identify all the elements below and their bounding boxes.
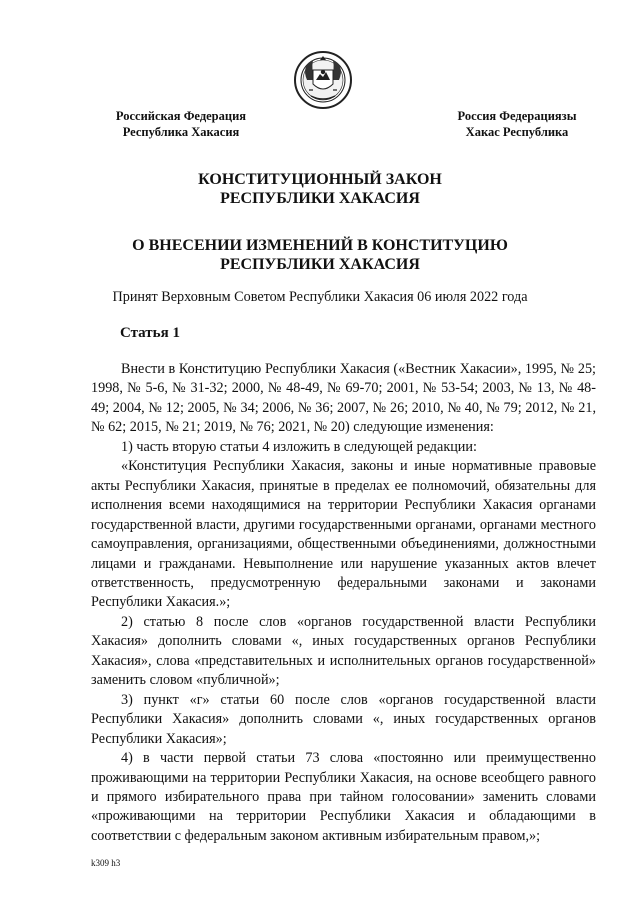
header-right-republic: Хакас Республика [465, 125, 569, 139]
header-left [96, 108, 266, 140]
law-title-line-2: РЕСПУБЛИКИ ХАКАСИЯ [220, 190, 420, 207]
paragraph-quote: «Конституция Республики Хакасия, законы и иные нормативные правовые акты Республики Хакасия, принятые в пределах ее полномочий, обязательны для исполнения всеми находящимися на территории Республики Хакасия органами государственной власти, другими государственными органами, органами местного самоуправления, организациями, общественными объединениями, должностными лицами и гражданами. Невыполнение или нарушение указанных актов влечет ответственность, предусмотренную федеральными законами и законами Республики Хакасия.»; [91, 458, 596, 611]
amendment-title [0, 236, 640, 274]
amendment-title-line-1: О ВНЕСЕНИИ ИЗМЕНЕНИЙ В КОНСТИТУЦИЮ [132, 237, 508, 254]
header-left-country: Российская Федерация [115, 109, 247, 123]
header-right [432, 108, 602, 140]
header-right-country: Россия Федерациязы [457, 109, 577, 123]
paragraph-item-4: 4) в части первой статьи 73 слова «постоянно или преимущественно проживающими на территории Республики Хакасия, на основе всеобщего равного и прямого избирательного права при тайном голосовании» заменить словами «проживающими на территории Республики Хакасия и обладающими в соответствии с федеральным законом активным избирательным правом,»; [91, 750, 596, 844]
law-title [0, 170, 640, 208]
amendment-title-line-2: РЕСПУБЛИКИ ХАКАСИЯ [220, 256, 420, 273]
law-title-line-1: КОНСТИТУЦИОННЫЙ ЗАКОН [198, 171, 442, 188]
header-left-republic: Республика Хакасия [122, 125, 240, 139]
document-body [91, 360, 596, 846]
paragraph-item-2: 2) статью 8 после слов «органов государственной власти Республики Хакасия» дополнить словами «, иных государственных органов Республики Хакасия», слова «представительных и исполнительных органов государственной» заменить словом «публичной»; [91, 613, 596, 689]
paragraph-item-1: 1) часть вторую статьи 4 изложить в следующей редакции: [121, 438, 477, 455]
adoption-note: Принят Верховным Советом Республики Хакасия 06 июля 2022 года [112, 289, 528, 305]
paragraph-item-3: 3) пункт «г» статьи 60 после слов «органов государственной власти Республики Хакасия» дополнить словами «, иных государственных органов Республики Хакасия»; [91, 691, 596, 747]
article-heading: Статья 1 [120, 325, 180, 341]
paragraph-intro: Внести в Конституцию Республики Хакасия («Вестник Хакасии», 1995, № 25; 1998, № 5-6, № 31-32; 2000, № 48-49, № 69-70; 2001, № 53-54; 2003, № 13, № 48-49; 2004, № 12; 2005, № 34; 2006, № 36; 2007, № 26; 2010, № 40, № 79; 2012, № 21, № 62; 2015, № 21; 2019, № 76; 2021, № 20) следующие изменения: [91, 361, 596, 436]
footer-code: k309 h3 [91, 858, 121, 868]
coat-of-arms-emblem [293, 50, 353, 110]
